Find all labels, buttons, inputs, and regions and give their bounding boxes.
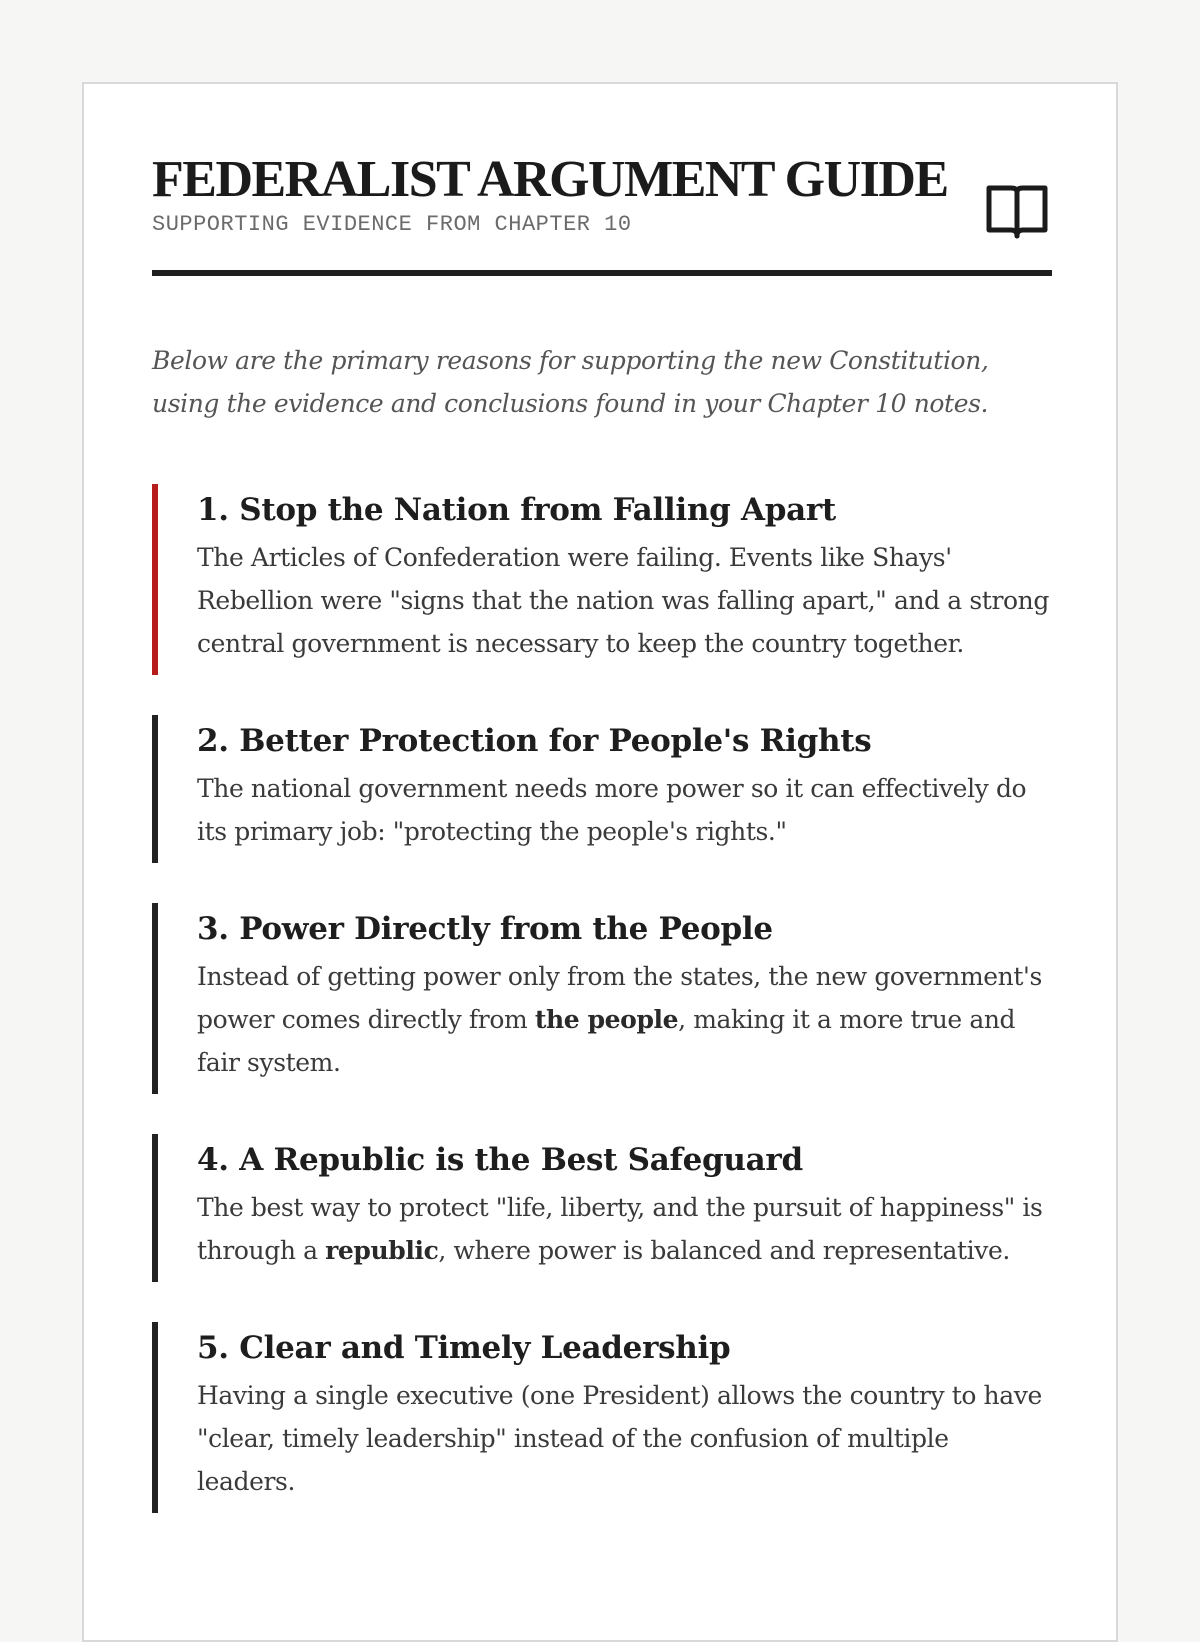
reason-body	[197, 1186, 1052, 1272]
reason-body	[197, 1374, 1052, 1503]
reason-body	[197, 767, 1052, 853]
reason-item	[152, 1322, 1052, 1513]
reason-body-text: The Articles of Confederation were failing. Events like Shays' Rebellion were "signs that the nation was falling apart," and a strong central government is necessary to keep the country together.	[197, 543, 1049, 658]
page-title: FEDERALIST ARGUMENT GUIDE	[152, 151, 948, 208]
page-subtitle: SUPPORTING EVIDENCE FROM CHAPTER 10	[152, 212, 632, 237]
reason-body-emphasis: the people	[534, 1005, 679, 1034]
reason-body-text: The best way to protect "life, liberty, and the pursuit of happiness" is through a	[197, 1193, 1043, 1265]
intro-text: Below are the primary reasons for supporting the new Constitution, using the evidence and conclusions found in your Chapter 10 notes.	[152, 346, 989, 418]
reason-body-text: , where power is balanced and representative.	[438, 1236, 1010, 1265]
reason-body-emphasis: republic	[325, 1236, 439, 1265]
book-icon	[984, 182, 1050, 240]
reason-item	[152, 903, 1052, 1094]
reason-item	[152, 715, 1052, 863]
guide-card	[82, 82, 1118, 1642]
reason-body-text: The national government needs more power so it can effectively do its primary job: "protecting the people's rights."	[197, 774, 1027, 846]
reason-body-text: Instead of getting power only from the states, the new government's power comes directly from	[197, 962, 1042, 1034]
reason-title: 1. Stop the Nation from Falling Apart	[197, 492, 836, 528]
header-divider	[152, 270, 1052, 276]
reason-title: 4. A Republic is the Best Safeguard	[197, 1142, 803, 1178]
reason-title: 2. Better Protection for People's Rights	[197, 723, 872, 759]
reason-body-text: Having a single executive (one President) allows the country to have "clear, timely leadership" instead of the confusion of multiple leaders.	[197, 1381, 1042, 1496]
reason-item	[152, 1134, 1052, 1282]
reason-body	[197, 955, 1052, 1084]
reason-body	[197, 536, 1052, 665]
reason-body-text: , making it a more true and fair system.	[197, 1005, 1016, 1077]
reasons-list	[152, 484, 1052, 1553]
reason-title: 5. Clear and Timely Leadership	[197, 1330, 731, 1366]
reason-title: 3. Power Directly from the People	[197, 911, 773, 947]
header	[152, 151, 1052, 274]
reason-item	[152, 484, 1052, 675]
